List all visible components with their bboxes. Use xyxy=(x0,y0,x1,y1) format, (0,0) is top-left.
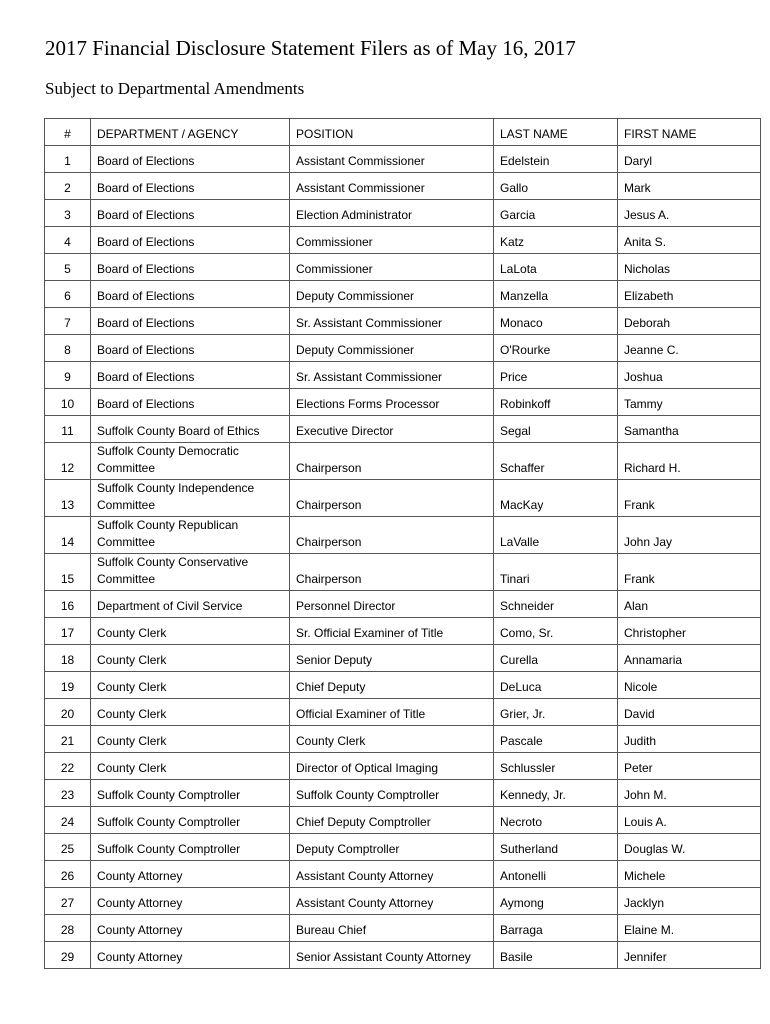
position-cell: Director of Optical Imaging xyxy=(290,753,494,780)
row-number: 5 xyxy=(45,254,91,281)
last-name-cell: LaLota xyxy=(494,254,618,281)
row-number: 13 xyxy=(45,480,91,517)
department-cell: Suffolk County Republican Committee xyxy=(91,517,290,554)
table-row xyxy=(45,618,761,645)
department-cell: Board of Elections xyxy=(91,254,290,281)
last-name-cell: Barraga xyxy=(494,915,618,942)
position-cell: Assistant Commissioner xyxy=(290,146,494,173)
department-cell: Board of Elections xyxy=(91,173,290,200)
row-number: 26 xyxy=(45,861,91,888)
last-name-cell: Antonelli xyxy=(494,861,618,888)
table-row xyxy=(45,517,761,554)
table-row xyxy=(45,834,761,861)
position-cell: Suffolk County Comptroller xyxy=(290,780,494,807)
last-name-cell: Tinari xyxy=(494,554,618,591)
first-name-cell: Nicole xyxy=(618,672,761,699)
last-name-cell: LaValle xyxy=(494,517,618,554)
table-row xyxy=(45,281,761,308)
table-row xyxy=(45,753,761,780)
department-cell: Board of Elections xyxy=(91,335,290,362)
row-number: 24 xyxy=(45,807,91,834)
row-number: 22 xyxy=(45,753,91,780)
first-name-cell: John M. xyxy=(618,780,761,807)
first-name-cell: David xyxy=(618,699,761,726)
document-subtitle: Subject to Departmental Amendments xyxy=(45,79,305,98)
row-number: 8 xyxy=(45,335,91,362)
row-number: 4 xyxy=(45,227,91,254)
table-row xyxy=(45,173,761,200)
department-cell: Suffolk County Comptroller xyxy=(91,807,290,834)
first-name-cell: Mark xyxy=(618,173,761,200)
first-name-cell: Joshua xyxy=(618,362,761,389)
department-cell: County Clerk xyxy=(91,618,290,645)
row-number: 21 xyxy=(45,726,91,753)
position-cell: Chairperson xyxy=(290,517,494,554)
last-name-cell: Necroto xyxy=(494,807,618,834)
first-name-cell: Peter xyxy=(618,753,761,780)
department-cell: County Clerk xyxy=(91,645,290,672)
last-name-cell: Gallo xyxy=(494,173,618,200)
row-number: 28 xyxy=(45,915,91,942)
row-number: 19 xyxy=(45,672,91,699)
first-name-cell: Douglas W. xyxy=(618,834,761,861)
first-name-cell: Louis A. xyxy=(618,807,761,834)
last-name-cell: Edelstein xyxy=(494,146,618,173)
table-row xyxy=(45,416,761,443)
position-cell: Election Administrator xyxy=(290,200,494,227)
position-cell: Deputy Comptroller xyxy=(290,834,494,861)
table-row xyxy=(45,591,761,618)
last-name-cell: Como, Sr. xyxy=(494,618,618,645)
table-row xyxy=(45,915,761,942)
department-cell: County Attorney xyxy=(91,888,290,915)
table-row xyxy=(45,554,761,591)
first-name-cell: Alan xyxy=(618,591,761,618)
row-number: 7 xyxy=(45,308,91,335)
department-cell: Board of Elections xyxy=(91,281,290,308)
row-number: 27 xyxy=(45,888,91,915)
column-header-position: POSITION xyxy=(290,119,494,146)
last-name-cell: Monaco xyxy=(494,308,618,335)
table-row xyxy=(45,480,761,517)
department-cell: County Attorney xyxy=(91,915,290,942)
row-number: 17 xyxy=(45,618,91,645)
first-name-cell: Deborah xyxy=(618,308,761,335)
department-cell: Board of Elections xyxy=(91,146,290,173)
department-cell: Department of Civil Service xyxy=(91,591,290,618)
last-name-cell: Kennedy, Jr. xyxy=(494,780,618,807)
department-cell: County Clerk xyxy=(91,726,290,753)
department-cell: County Clerk xyxy=(91,672,290,699)
department-cell: Board of Elections xyxy=(91,362,290,389)
position-cell: Senior Deputy xyxy=(290,645,494,672)
first-name-cell: Samantha xyxy=(618,416,761,443)
department-cell: Board of Elections xyxy=(91,200,290,227)
department-cell: Suffolk County Democratic Committee xyxy=(91,443,290,480)
last-name-cell: Price xyxy=(494,362,618,389)
last-name-cell: Segal xyxy=(494,416,618,443)
table-row xyxy=(45,308,761,335)
position-cell: Sr. Assistant Commissioner xyxy=(290,308,494,335)
first-name-cell: Richard H. xyxy=(618,443,761,480)
first-name-cell: Annamaria xyxy=(618,645,761,672)
table-row xyxy=(45,780,761,807)
department-cell: Board of Elections xyxy=(91,308,290,335)
last-name-cell: DeLuca xyxy=(494,672,618,699)
table-row xyxy=(45,699,761,726)
last-name-cell: Pascale xyxy=(494,726,618,753)
position-cell: Commissioner xyxy=(290,254,494,281)
department-cell: Suffolk County Comptroller xyxy=(91,834,290,861)
last-name-cell: Robinkoff xyxy=(494,389,618,416)
table-row xyxy=(45,335,761,362)
last-name-cell: Grier, Jr. xyxy=(494,699,618,726)
department-cell: County Attorney xyxy=(91,942,290,969)
first-name-cell: John Jay xyxy=(618,517,761,554)
first-name-cell: Daryl xyxy=(618,146,761,173)
table-row xyxy=(45,227,761,254)
row-number: 2 xyxy=(45,173,91,200)
table-row xyxy=(45,672,761,699)
table-row xyxy=(45,861,761,888)
row-number: 3 xyxy=(45,200,91,227)
position-cell: Chief Deputy Comptroller xyxy=(290,807,494,834)
position-cell: Elections Forms Processor xyxy=(290,389,494,416)
document-title: 2017 Financial Disclosure Statement Filers as of May 16, 2017 xyxy=(45,36,576,60)
position-cell: Sr. Assistant Commissioner xyxy=(290,362,494,389)
table-row xyxy=(45,146,761,173)
position-cell: Chairperson xyxy=(290,480,494,517)
first-name-cell: Jeanne C. xyxy=(618,335,761,362)
last-name-cell: O'Rourke xyxy=(494,335,618,362)
table-row xyxy=(45,362,761,389)
department-cell: Suffolk County Comptroller xyxy=(91,780,290,807)
position-cell: Chairperson xyxy=(290,554,494,591)
position-cell: Commissioner xyxy=(290,227,494,254)
first-name-cell: Jesus A. xyxy=(618,200,761,227)
department-cell: Board of Elections xyxy=(91,227,290,254)
department-cell: County Clerk xyxy=(91,699,290,726)
position-cell: Executive Director xyxy=(290,416,494,443)
column-header-first-name: FIRST NAME xyxy=(618,119,761,146)
last-name-cell: Aymong xyxy=(494,888,618,915)
position-cell: Assistant County Attorney xyxy=(290,861,494,888)
column-header-department: DEPARTMENT / AGENCY xyxy=(91,119,290,146)
position-cell: Assistant Commissioner xyxy=(290,173,494,200)
last-name-cell: Schaffer xyxy=(494,443,618,480)
table-row xyxy=(45,942,761,969)
first-name-cell: Nicholas xyxy=(618,254,761,281)
department-cell: County Clerk xyxy=(91,753,290,780)
row-number: 15 xyxy=(45,554,91,591)
row-number: 23 xyxy=(45,780,91,807)
position-cell: Chief Deputy xyxy=(290,672,494,699)
position-cell: Bureau Chief xyxy=(290,915,494,942)
last-name-cell: Sutherland xyxy=(494,834,618,861)
row-number: 12 xyxy=(45,443,91,480)
table-row xyxy=(45,443,761,480)
table-row xyxy=(45,200,761,227)
department-cell: County Attorney xyxy=(91,861,290,888)
row-number: 10 xyxy=(45,389,91,416)
table-row xyxy=(45,645,761,672)
row-number: 16 xyxy=(45,591,91,618)
table-row xyxy=(45,726,761,753)
last-name-cell: Curella xyxy=(494,645,618,672)
last-name-cell: Katz xyxy=(494,227,618,254)
position-cell: Deputy Commissioner xyxy=(290,335,494,362)
first-name-cell: Elizabeth xyxy=(618,281,761,308)
last-name-cell: Basile xyxy=(494,942,618,969)
filers-table xyxy=(44,118,761,969)
position-cell: Personnel Director xyxy=(290,591,494,618)
row-number: 1 xyxy=(45,146,91,173)
table-row xyxy=(45,254,761,281)
position-cell: Sr. Official Examiner of Title xyxy=(290,618,494,645)
row-number: 9 xyxy=(45,362,91,389)
column-header-number: # xyxy=(45,119,91,146)
position-cell: Official Examiner of Title xyxy=(290,699,494,726)
position-cell: Senior Assistant County Attorney xyxy=(290,942,494,969)
first-name-cell: Tammy xyxy=(618,389,761,416)
first-name-cell: Frank xyxy=(618,554,761,591)
first-name-cell: Michele xyxy=(618,861,761,888)
first-name-cell: Jacklyn xyxy=(618,888,761,915)
row-number: 11 xyxy=(45,416,91,443)
column-header-last-name: LAST NAME xyxy=(494,119,618,146)
first-name-cell: Anita S. xyxy=(618,227,761,254)
row-number: 29 xyxy=(45,942,91,969)
position-cell: Chairperson xyxy=(290,443,494,480)
table-row xyxy=(45,389,761,416)
table-row xyxy=(45,807,761,834)
first-name-cell: Jennifer xyxy=(618,942,761,969)
last-name-cell: MacKay xyxy=(494,480,618,517)
position-cell: Assistant County Attorney xyxy=(290,888,494,915)
last-name-cell: Schneider xyxy=(494,591,618,618)
department-cell: Suffolk County Conservative Committee xyxy=(91,554,290,591)
row-number: 18 xyxy=(45,645,91,672)
row-number: 14 xyxy=(45,517,91,554)
department-cell: Suffolk County Board of Ethics xyxy=(91,416,290,443)
first-name-cell: Frank xyxy=(618,480,761,517)
last-name-cell: Garcia xyxy=(494,200,618,227)
row-number: 20 xyxy=(45,699,91,726)
last-name-cell: Manzella xyxy=(494,281,618,308)
first-name-cell: Christopher xyxy=(618,618,761,645)
first-name-cell: Judith xyxy=(618,726,761,753)
position-cell: Deputy Commissioner xyxy=(290,281,494,308)
row-number: 6 xyxy=(45,281,91,308)
department-cell: Suffolk County Independence Committee xyxy=(91,480,290,517)
first-name-cell: Elaine M. xyxy=(618,915,761,942)
table-header-row xyxy=(45,119,761,146)
table-row xyxy=(45,888,761,915)
position-cell: County Clerk xyxy=(290,726,494,753)
department-cell: Board of Elections xyxy=(91,389,290,416)
table-body xyxy=(45,146,761,969)
last-name-cell: Schlussler xyxy=(494,753,618,780)
row-number: 25 xyxy=(45,834,91,861)
